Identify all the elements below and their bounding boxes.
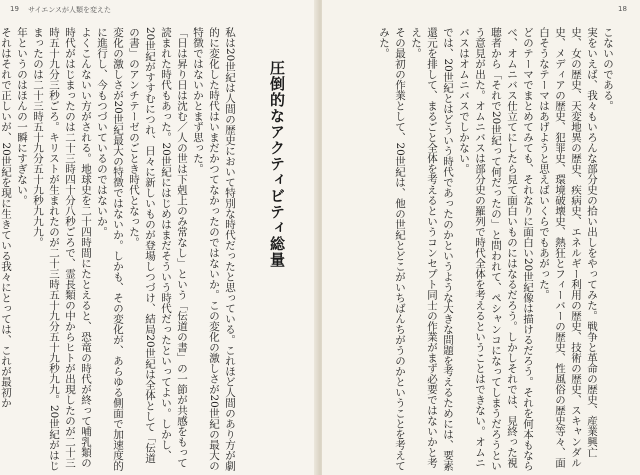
left-body-text [2,27,238,471]
paragraph: 変化の激しさが20世紀最大の特徴ではないか。しかも、その変化が、あらゆる側面で加速度的に進行し、今もつづいているのではないか。 [96,27,124,471]
paragraph: 私は20世紀は人間の歴史において特別な時代だったと思っている。これほど人間のあり方が劇的に変化した時代はいまだかつてなかったのではないか。この変化の激しさが20世紀の最大の特徴ではないかとまず思った。 [192,27,236,471]
paragraph: 「日は昇り日は沈む／人の世は下剋上のみ常なし」という「伝道の書」の一節が共感をもって読まれた時代もあった。20世紀にはじめはまだそういう時代だったといってよい。しかし、20世紀がすすむにつれ、日々に新しいものが登場しつづけ、結局20世紀は全体として「伝道の書」のアンチテーゼのごとき時代となった。 [128,27,188,468]
running-head: サイエンスが人類を変えた [28,6,112,14]
left-page-number: 19 [10,5,19,13]
right-page-number: 18 [618,5,627,13]
paragraph: よくこんないい方がされる。地球史を二十四時間にたとえると、恐竜の時代が終って哺乳類の時代がはじまったのは二十三時四十分八秒ごろで、霊長類の中からヒトが出現したのが二十三時五十九分三秒ごろ。キリストが生まれたのが二十三時五十九分五十九秒九九。20世紀がはじまったのは二十三時五十九分五十九秒九九九。 [32,27,92,471]
chapter-title: 圧倒的なアクティビティ総量 [268,60,286,268]
paragraph: こないのである。 [602,27,614,111]
paragraph: それはそれで正しいが、20世紀を現に生きている我々にとっては、これが最初か [0,27,12,408]
right-page [322,0,640,475]
paragraph: 実をいえば、我々もいろんな部分史の拾い出しをやってみた。戦争と革命の歴史、産業興亡史、女の歴史、天変地異の歴史、疾病史、エネルギー利用の歴史、技術の歴史、スキャンダル史、メディアの歴史、犯罪史、環境破壊史、熱狂とフィーバーの歴史、性風俗の歴史等々、面白そうなテーマはあげようと思えばいくらでもあがった。 [538,27,598,468]
right-body-text [366,27,616,471]
paragraph: その最初の作業として、20世紀は、他の世紀とどこがいちばんちがうのかということを考えてみた。 [378,27,406,471]
left-page [0,0,318,475]
paragraph: 年というのはほんの一瞬にすぎない。 [16,27,28,206]
paragraph: どのテーマでまとめてみても、それなりに面白い20世紀像は描けるだろう。それを何本もならべ、オムニバス仕立てにしたら見て面白いものにはなるだろう。しかしそれでは、見終った視聴者から「それで20世紀って何だったの」と問われて、ペシャンコになってしまうだろうという意見が出た。オムニバスは部分史の羅列で時代全体を考えるということはできない。オムニバスはオムニバスでしかない。 [458,27,534,471]
paragraph: では、20世紀とはどういう時代であったのかというような大きな問題を考えるためには、要素還元を排して、まるごと全体を考えるというコンセプト同士の作業がまず必要ではないかと考えた。 [410,27,454,471]
